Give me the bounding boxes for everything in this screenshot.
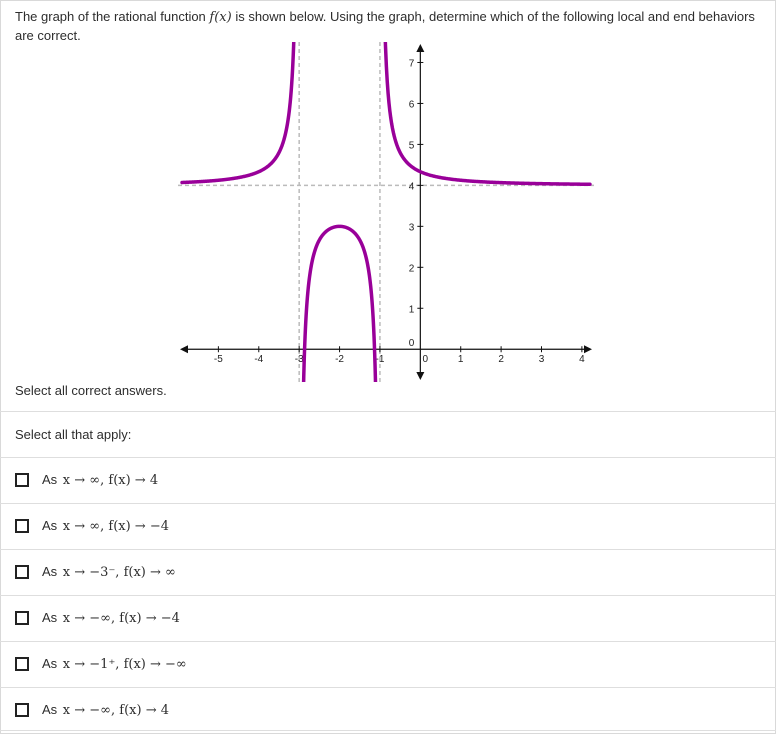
- y-tick-label: 4: [408, 181, 415, 193]
- select-all-correct-label: Select all correct answers.: [15, 383, 167, 398]
- select-all-that-apply-label: Select all that apply:: [15, 427, 132, 442]
- x-tick-label: -2: [335, 354, 345, 366]
- option-label: As x → −1⁺, f(x) → −∞: [42, 656, 187, 672]
- y-tick-label: 1: [408, 304, 415, 316]
- x-tick-label: 1: [457, 354, 464, 366]
- y-tick-label: 2: [408, 263, 415, 275]
- answer-option[interactable]: [0, 687, 776, 733]
- question-text: [15, 8, 755, 45]
- option-label: As x → ∞, f(x) → 4: [42, 472, 159, 488]
- answer-option[interactable]: [0, 595, 776, 641]
- answer-option[interactable]: [0, 549, 776, 595]
- option-checkbox[interactable]: [15, 657, 29, 671]
- rational-function-graph: [178, 42, 594, 382]
- option-checkbox[interactable]: [15, 519, 29, 533]
- option-label: As x → ∞, f(x) → −4: [42, 518, 169, 534]
- option-label: As x → −3⁻, f(x) → ∞: [42, 564, 176, 580]
- answer-option[interactable]: [0, 641, 776, 687]
- select-all-that-apply-row: [0, 411, 776, 457]
- y-tick-label: 6: [408, 99, 415, 111]
- y-tick-label: 7: [408, 58, 415, 70]
- option-checkbox[interactable]: [15, 703, 29, 717]
- option-checkbox[interactable]: [15, 611, 29, 625]
- y-tick-label: 3: [408, 222, 415, 234]
- bottom-divider: [0, 730, 776, 731]
- curve-left-branch: [182, 42, 298, 182]
- answer-option[interactable]: [0, 457, 776, 503]
- x-tick-label: -3: [294, 354, 304, 366]
- x-tick-label: -1: [375, 354, 385, 366]
- function-name: f(x): [209, 10, 232, 25]
- x-tick-label: -4: [254, 354, 264, 366]
- y-axis-arrow-up: [416, 44, 424, 52]
- question-text-end: is shown below. Using the graph, determine which of the following local and end behaviors are correct.: [15, 9, 755, 43]
- x-tick-label: 4: [579, 354, 585, 366]
- option-label: As x → −∞, f(x) → 4: [42, 702, 169, 718]
- x-axis-arrow-right: [584, 345, 592, 353]
- y-tick-label: 0: [408, 338, 415, 350]
- y-axis-arrow-down: [416, 372, 424, 380]
- y-tick-label: 5: [408, 140, 415, 152]
- x-tick-label: 3: [538, 354, 545, 366]
- x-tick-label: 0: [422, 354, 429, 366]
- option-checkbox[interactable]: [15, 565, 29, 579]
- x-axis-arrow-left: [180, 345, 188, 353]
- question-text-start: The graph of the rational function: [15, 9, 210, 24]
- option-checkbox[interactable]: [15, 473, 29, 487]
- answer-option[interactable]: [0, 503, 776, 549]
- x-tick-label: -5: [213, 354, 223, 366]
- option-label: As x → −∞, f(x) → −4: [42, 610, 180, 626]
- x-tick-label: 2: [498, 354, 504, 366]
